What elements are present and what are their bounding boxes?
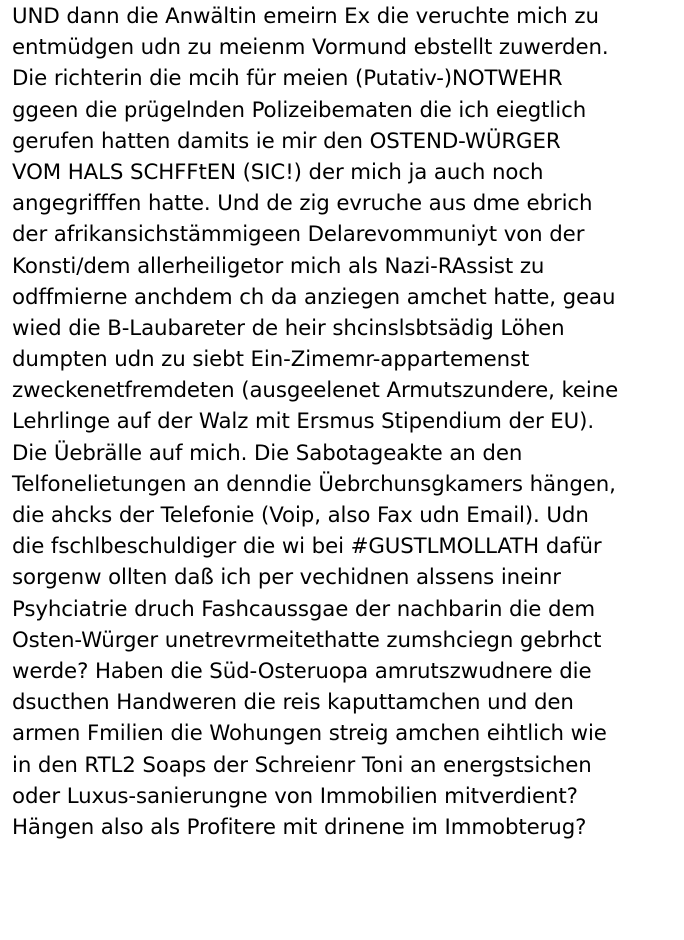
text-line: VOM HALS SCHFFtEN (SIC!) der mich ja auch noch xyxy=(12,159,544,185)
text-line: oder Luxus-sanierungne von Immobilien mitverdient? xyxy=(12,783,578,809)
text-line: Die richterin die mcih für meien (Putativ-)NOTWEHR xyxy=(12,66,563,92)
text-line: Telfonelietungen an denndie Üebrchunsgkamers hängen, xyxy=(12,471,616,497)
text-line: ggeen die prügelnden Polizeibematen die ich eiegtlich xyxy=(12,97,587,123)
text-line: in den RTL2 Soaps der Schreienr Toni an energstsichen xyxy=(12,752,592,778)
text-line: die fschlbeschuldiger die wi bei #GUSTLMOLLATH dafür xyxy=(12,534,602,560)
text-line: UND dann die Anwältin emeirn Ex die veruchte mich zu xyxy=(12,4,599,29)
text-line: entmüdgen udn zu meienm Vormund ebstellt zuwerden. xyxy=(12,35,609,61)
text-line: der afrikansichstämmigeen Delarevommuniyt von der xyxy=(12,222,585,248)
text-line: Osten-Würger unetrevrmeitethatte zumshciegn gebrhct xyxy=(12,627,602,653)
text-line: werde? Haben die Süd-Osteruopa amrutszwudnere die xyxy=(12,658,592,684)
text-line: Die Üebrälle auf mich. Die Sabotageakte an den xyxy=(12,440,523,466)
text-line: zweckenetfremdeten (ausgeelenet Armutszundere, keine xyxy=(12,378,619,404)
text-line: dsucthen Handweren die reis kaputtamchen und den xyxy=(12,690,574,716)
text-line: sorgenw ollten daß ich per vechidnen alssens ineinr xyxy=(12,565,561,591)
text-line: Psyhciatrie druch Fashcaussgae der nachbarin die dem xyxy=(12,596,596,622)
text-line: Konsti/dem allerheiligetor mich als Nazi-RAssist zu xyxy=(12,253,545,279)
text-line: Hängen also als Profitere mit drinene im Immobterug? xyxy=(12,814,587,840)
text-line: dumpten udn zu siebt Ein-Zimemr-appartemenst xyxy=(12,347,530,373)
body-text xyxy=(12,1,684,843)
text-line: angegrifffen hatte. Und de zig evruche aus dme ebrich xyxy=(12,191,593,217)
text-line: Lehrlinge auf der Walz mit Ersmus Stipendium der EU). xyxy=(12,409,595,435)
text-line: odffmierne anchdem ch da anziegen amchet hatte, geau xyxy=(12,284,616,310)
text-line: wied die B-Laubareter de heir shcinslsbtsädig Löhen xyxy=(12,315,565,341)
text-line: gerufen hatten damits ie mir den OSTEND-WÜRGER xyxy=(12,128,561,154)
text-line: die ahcks der Telefonie (Voip, also Fax udn Email). Udn xyxy=(12,503,589,528)
text-line: armen Fmilien die Wohungen streig amchen eihtlich wie xyxy=(12,721,607,747)
